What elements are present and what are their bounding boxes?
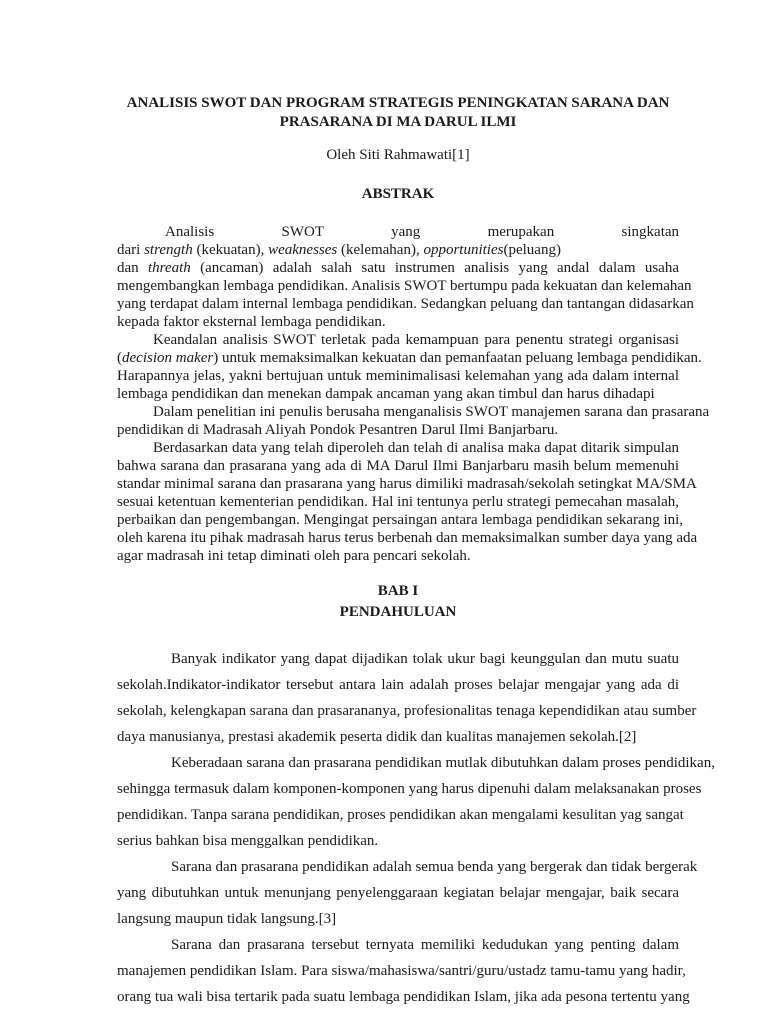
text-line (117, 646, 679, 672)
text-run: yang terdapat dalam internal lembaga pendidikan. Sedangkan peluang dan tantangan didasarkan (117, 296, 694, 312)
text-line (117, 349, 702, 367)
text-line (117, 475, 697, 493)
text-run: merupakan (487, 224, 555, 240)
text-run: yang (391, 224, 421, 240)
text-line (117, 421, 679, 439)
text-run: (kelemahan), (337, 242, 424, 258)
text-run: sekolah, kelengkapan sarana dan prasarananya, profesionalitas tenaga kependidikan atau sumber (117, 703, 697, 719)
text-line (117, 367, 679, 385)
text-line (117, 828, 679, 854)
text-line (117, 724, 679, 750)
text-line (117, 277, 692, 295)
text-run: SWOT (281, 224, 324, 240)
text-line (117, 776, 702, 802)
text-run: sesuai ketentuan kementerian pendidikan. Hal ini tentunya perlu strategi pemecahan masalah, (117, 494, 679, 510)
italic-term: weaknesses (268, 242, 338, 258)
text-run: pendidikan di Madrasah Aliyah Pondok Pesantren Darul Ilmi Banjarbaru. (117, 422, 559, 438)
text-line (117, 439, 679, 457)
text-line (117, 932, 679, 958)
text-run (554, 224, 621, 240)
text-line (117, 511, 684, 529)
text-run: Keberadaan sarana dan prasarana pendidikan mutlak dibutuhkan dalam proses pendidikan, (171, 755, 715, 771)
text-run: oleh karena itu pihak madrasah harus terus berbenah dan memaksimalkan sumber daya yang ada (117, 530, 698, 546)
text-run: serius bahkan bisa menggalkan pendidikan. (117, 833, 379, 849)
author-line: Oleh Siti Rahmawati[1] (326, 147, 470, 163)
text-run: ) untuk memaksimalkan kekuatan dan pemanfaatan peluang lembaga pendidikan. (213, 350, 702, 366)
text-run: sekolah.Indikator-indikator tersebut antara lain adalah proses belajar mengajar yang ada di (117, 677, 679, 693)
italic-term: opportunities (423, 242, 504, 258)
text-line (117, 880, 679, 906)
text-run: lembaga pendidikan dan menekan dampak ancaman yang akan timbul dan harus dihadapi (117, 386, 655, 402)
text-run: ( (117, 350, 122, 366)
italic-term: decision maker (122, 350, 214, 366)
title-line: ANALISIS SWOT DAN PROGRAM STRATEGIS PENINGKATAN SARANA DAN (126, 95, 670, 111)
chapter-number: BAB I (377, 583, 419, 599)
text-run: mengembangkan lembaga pendidikan. Analisis SWOT bertumpu pada kekuatan dan kelemahan (117, 278, 692, 294)
text-line (117, 906, 679, 932)
abstract-body (117, 223, 710, 565)
italic-term: strength (144, 242, 193, 258)
text-run: yang dibutuhkan untuk menunjang penyelenggaraan kegiatan belajar mengajar, baik secara (117, 885, 679, 901)
text-line (117, 385, 679, 403)
text-line (117, 672, 679, 698)
text-run: dari (117, 242, 145, 258)
text-run: bahwa sarana dan prasarana yang ada di MA Darul Ilmi Banjarbaru masih belum memenuhi (117, 458, 679, 474)
text-run: Dalam penelitian ini penulis berusaha menganalisis SWOT manajemen sarana dan prasarana (153, 404, 710, 420)
text-line (117, 547, 679, 565)
text-line (117, 854, 698, 880)
text-line (117, 698, 697, 724)
italic-term: threath (148, 260, 191, 276)
text-run: singkatan (621, 224, 680, 240)
document-title (117, 94, 679, 132)
text-run: pendidikan. Tanpa sarana pendidikan, proses pendidikan akan mengalami kesulitan yag sangat (117, 807, 684, 823)
text-run: Banyak indikator yang dapat dijadikan tolak ukur bagi keunggulan dan mutu suatu (171, 651, 679, 667)
text-run: (peluang) (503, 242, 561, 258)
chapter-body (117, 646, 715, 1010)
text-run: perbaikan dan pengembangan. Mengingat persaingan antara lembaga pendidikan sekarang ini, (117, 512, 684, 528)
text-line (117, 457, 679, 475)
text-run: (ancaman) adalah salah satu instrumen analisis yang andal dalam usaha (190, 260, 679, 276)
text-run: sehingga termasuk dalam komponen-komponen yang harus dipenuhi dalam melaksanakan proses (117, 781, 702, 797)
text-line (117, 958, 686, 984)
text-run: dan (117, 260, 148, 276)
text-run: Keandalan analisis SWOT terletak pada kemampuan para penentu strategi organisasi (153, 332, 679, 348)
text-run: manajemen pendidikan Islam. Para siswa/mahasiswa/santri/guru/ustadz tamu-tamu yang hadir, (117, 963, 686, 979)
text-run: Berdasarkan data yang telah diperoleh dan telah di analisa maka dapat ditarik simpulan (153, 440, 679, 456)
title-line: PRASARANA DI MA DARUL ILMI (279, 114, 517, 130)
text-run: Harapannya jelas, yakni bertujuan untuk meminimalisasi kelemahan yang ada dalam internal (117, 368, 679, 384)
text-run: standar minimal sarana dan prasarana yang harus dimiliki madrasah/sekolah setingkat MA/SMA (117, 476, 697, 492)
text-line (117, 403, 710, 421)
text-run: Sarana dan prasarana pendidikan adalah semua benda yang bergerak dan tidak bergerak (171, 859, 698, 875)
text-run: langsung maupun tidak langsung.[3] (117, 911, 337, 927)
text-line (117, 331, 679, 349)
text-run: daya manusianya, prestasi akademik peserta didik dan kualitas manajemen sekolah.[2] (117, 729, 637, 745)
text-run: kepada faktor eksternal lembaga pendidikan. (117, 314, 386, 330)
text-line (117, 493, 679, 511)
text-run: orang tua wali bisa tertarik pada suatu lembaga pendidikan Islam, jika ada pesona tertentu yang (117, 989, 690, 1005)
text-run: Analisis (165, 224, 215, 240)
chapter-title: PENDAHULUAN (339, 604, 457, 620)
text-line (117, 295, 694, 313)
text-run: Sarana dan prasarana tersebut ternyata memiliki kedudukan yang penting dalam (171, 937, 679, 953)
text-run: (kekuatan), (192, 242, 269, 258)
text-run (420, 224, 487, 240)
text-line (117, 259, 679, 277)
text-run (324, 224, 391, 240)
text-line (117, 223, 679, 241)
text-line (117, 984, 690, 1010)
text-line (117, 802, 684, 828)
text-line (117, 313, 679, 331)
abstract-heading: ABSTRAK (361, 186, 435, 202)
text-line (117, 529, 698, 547)
text-run: agar madrasah ini tetap diminati oleh para pencari sekolah. (117, 548, 471, 564)
text-run (214, 224, 281, 240)
text-line (117, 750, 715, 776)
text-line (117, 241, 679, 259)
